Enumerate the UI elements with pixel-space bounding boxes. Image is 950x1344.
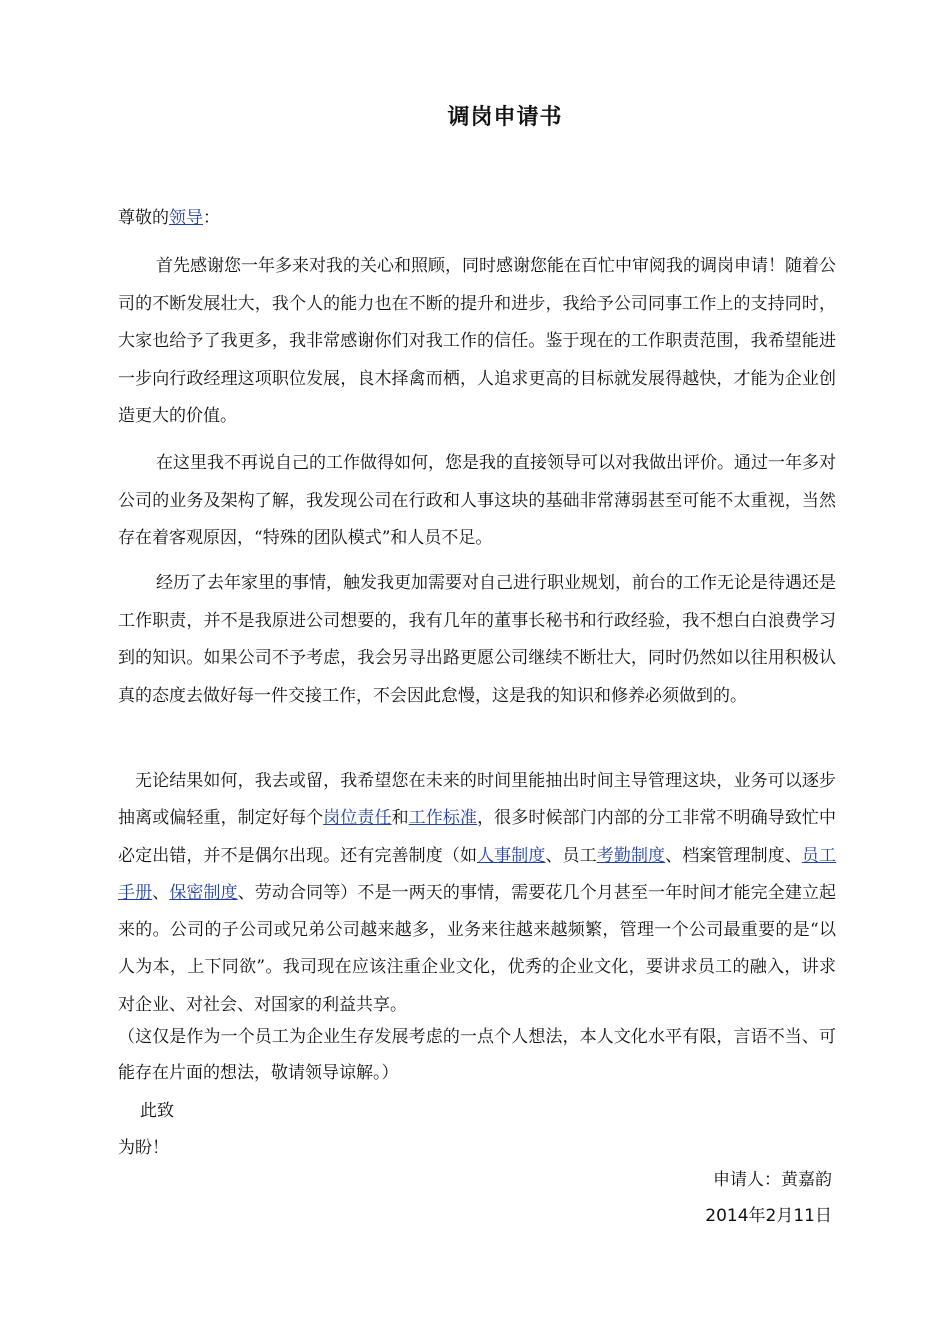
paragraph-4 — [118, 763, 836, 1024]
hr-policy-link[interactable]: 人事制度 — [477, 845, 546, 866]
confidentiality-policy-link[interactable]: 保密制度 — [169, 882, 238, 903]
date — [705, 1199, 832, 1233]
date-year-unit: 年 — [748, 1206, 766, 1226]
paragraph-2: 在这里我不再说自己的工作做得如何，您是我的直接领导可以对我做出评价。通过一年多对公司的业务及架构了解，我发现公司在行政和人事这块的基础非常薄弱甚至可能不太重视，当然存在着客观原因，“特殊的团队模式”和人员不足。 — [118, 453, 836, 548]
closing-line-1: 此致 — [140, 1101, 174, 1121]
paragraph-1: 首先感谢您一年多来对我的关心和照顾，同时感谢您能在百忙中审阅我的调岗申请！随着公司的不断发展壮大，我个人的能力也在不断的提升和进步，我给予公司同事工作上的支持同时，大家也给予了我更多，我非常感谢你们对我工作的信任。鉴于现在的工作职责范围，我希望能进一步向行政经理这项职位发展，良木择禽而栖，人追求更高的目标就发展得越快，才能为企业创造更大的价值。 — [118, 256, 836, 426]
paragraph-4-text: ，很多时候部门内部的分工非常不明确导致忙中必定出错，并不是偶尔出现。还有完善制度（如 — [118, 808, 837, 866]
salutation — [118, 200, 836, 238]
paragraph-4-text: 无论结果如何，我去或留，我希望您在未来的时间里能抽出时间主导管理这块，业务可以逐步抽离或偏轻重，制定好每个 — [118, 771, 836, 829]
paragraph-4-text: 、员工 — [545, 845, 597, 866]
salutation-prefix: 尊敬的 — [118, 208, 169, 228]
date-day-unit: 日 — [815, 1206, 832, 1226]
date-day: 11 — [793, 1206, 815, 1226]
leader-link[interactable]: 领导 — [169, 208, 203, 228]
attendance-policy-link[interactable]: 考勤制度 — [596, 845, 666, 866]
salutation-suffix: ： — [203, 208, 220, 228]
closing-line-2: 为盼！ — [118, 1138, 169, 1158]
date-month: 2 — [765, 1206, 777, 1226]
paragraph-4-text: 、档案管理制度、 — [665, 845, 802, 866]
paragraph-3: 经历了去年家里的事情，触发我更加需要对自己进行职业规划，前台的工作无论是待遇还是工作职责，并不是我原进公司想要的，我有几年的董事长秘书和行政经验，我不想白白浪费学习到的知识。如果公司不予考虑，我会另寻出路更愿公司继续不断壮大，同时仍然如以往用积极认真的态度去做好每一件交接工作，不会因此怠慢，这是我的知识和修养必须做到的。 — [118, 573, 836, 706]
paragraph-4-text: 和 — [391, 808, 409, 829]
job-responsibility-link[interactable]: 岗位责任 — [323, 808, 392, 829]
paragraph-4-text: 、 — [152, 882, 170, 903]
employee-handbook-link[interactable]: 员工手册 — [118, 845, 837, 903]
work-standard-link[interactable]: 工作标准 — [408, 808, 478, 829]
document-title: 调岗申请书 — [447, 105, 563, 130]
date-year: 2014 — [705, 1206, 749, 1226]
date-month-unit: 月 — [776, 1206, 794, 1226]
paragraph-5: （这仅是作为一个员工为企业生存发展考虑的一点个人想法，本人文化水平有限，言语不当、可能存在片面的想法，敬请领导谅解。） — [118, 1027, 836, 1083]
paragraph-4-text: 、劳动合同等）不是一两天的事情，需要花几个月甚至一年时间才能完全建立起来的。公司的子公司或兄弟公司越来越多，业务来往越来越频繁，管理一个公司最重要的是“以人为本，上下同欲”。我司现在应该注重企业文化，优秀的企业文化，要讲求员工的融入，讲求对企业、对社会、对国家的利益共享。 — [118, 882, 837, 1015]
signer: 申请人：黄嘉韵 — [713, 1170, 832, 1190]
